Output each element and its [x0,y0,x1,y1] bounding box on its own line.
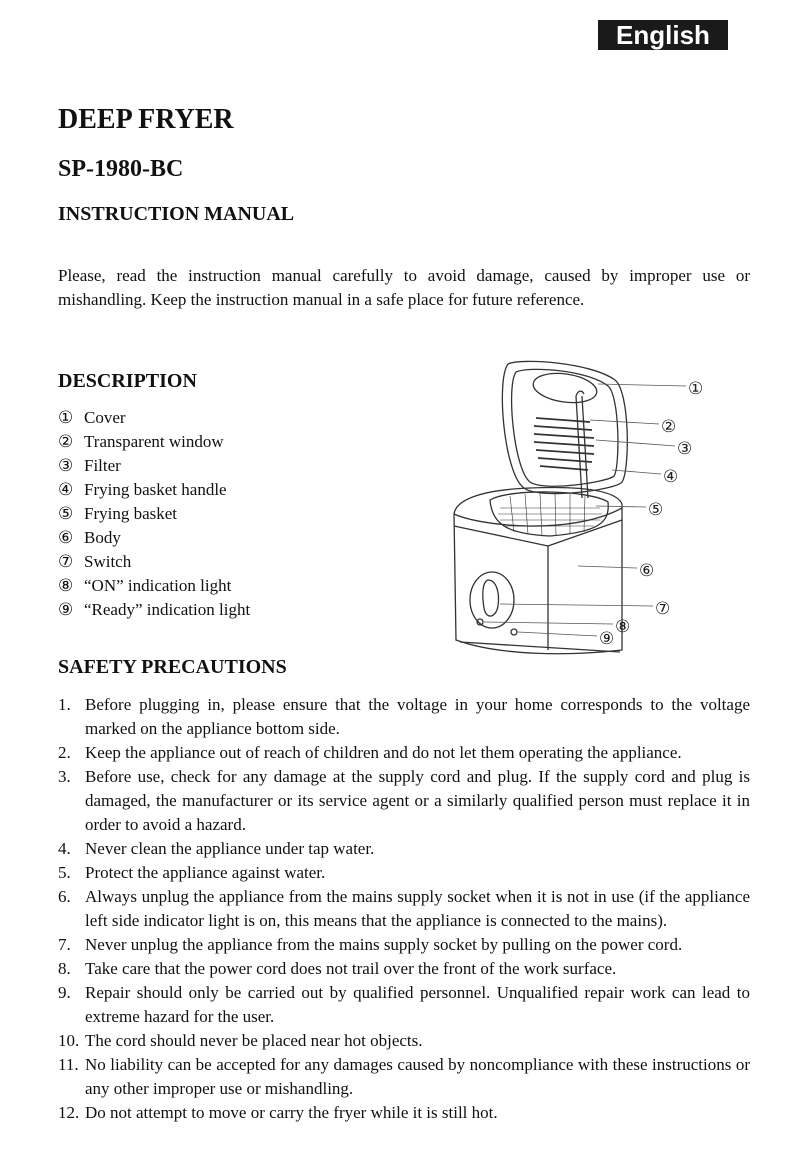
safety-item-text: Never unplug the appliance from the mains supply socket by pulling on the power cord. [85,935,683,954]
safety-item [58,741,750,765]
safety-item-text: Always unplug the appliance from the mains supply socket when it is not in use (if the appliance left side indicator light is on, this means that the appliance is connected to the mains). [85,887,750,930]
safety-item-text: Never clean the appliance under tap water. [85,839,375,858]
safety-item [58,1101,750,1125]
fryer-drawing [454,361,627,653]
body-top-rim [454,508,622,526]
callout-7: ⑦ [655,599,671,619]
intro-paragraph: Please, read the instruction manual carefully to avoid damage, caused by improper use or mishandling. Keep the instruction manual in a safe place for future reference. [58,266,750,309]
part-number: ⑨ [58,600,74,620]
part-item [58,478,250,502]
callout-6: ⑥ [639,561,655,581]
part-item [58,406,250,430]
language-badge: English [598,20,728,50]
part-item [58,550,250,574]
body-rim-edge-right [548,520,622,546]
part-number: ③ [58,456,74,476]
safety-item-text: No liability can be accepted for any damages caused by noncompliance with these instructions or any other improper use or mishandling. [85,1055,750,1098]
safety-item [58,693,750,741]
callout-1: ① [688,379,704,399]
parts-list [58,406,250,622]
safety-item-text: Take care that the power cord does not trail over the front of the work surface. [85,959,617,978]
callout-5: ⑤ [648,500,664,520]
model-number: SP-1980-BC [58,156,184,182]
safety-item-number: 5. [58,863,71,882]
part-number: ⑥ [58,528,74,548]
safety-item-number: 6. [58,887,71,906]
part-item [58,430,250,454]
part-item [58,454,250,478]
safety-item-text: Repair should only be carried out by qualified personnel. Unqualified repair work can lead to extreme hazard for the user. [85,983,750,1026]
safety-item-text: Protect the appliance against water. [85,863,326,882]
body-outline [454,488,622,654]
part-number: ④ [58,480,74,500]
callout-numbers [599,379,703,649]
safety-item-text: Before plugging in, please ensure that the voltage in your home corresponds to the voltage marked on the appliance bottom side. [85,695,750,738]
safety-item [58,1053,750,1101]
part-number: ① [58,408,74,428]
part-label: Filter [84,456,121,475]
safety-item [58,765,750,837]
safety-heading: SAFETY PRECAUTIONS [58,656,287,678]
part-label: Switch [84,552,132,571]
safety-item [58,957,750,981]
safety-list [58,693,750,1125]
part-number: ⑧ [58,576,74,596]
safety-item [58,885,750,933]
callout-8: ⑧ [615,617,631,637]
safety-item [58,837,750,861]
part-label: “ON” indication light [84,576,232,595]
safety-item-text: The cord should never be placed near hot objects. [85,1031,423,1050]
safety-item-number: 3. [58,767,71,786]
safety-item-number: 8. [58,959,71,978]
callout-9: ⑨ [599,629,615,649]
body-rim-edge [454,526,548,546]
ready-light [511,629,517,635]
part-item [58,502,250,526]
safety-item-number: 1. [58,695,71,714]
safety-item-number: 7. [58,935,71,954]
part-number: ② [58,432,74,452]
part-item [58,526,250,550]
safety-item-number: 4. [58,839,71,858]
safety-item [58,933,750,957]
safety-item-number: 12. [58,1103,80,1122]
deep-fryer-diagram [440,350,740,660]
description-heading: DESCRIPTION [58,370,197,392]
safety-item-number: 9. [58,983,71,1002]
safety-item-text: Before use, check for any damage at the supply cord and plug. If the supply cord and plug is damaged, the manufacturer or its service agent or a similarly qualified person must replace it in order to avoid a hazard. [85,767,750,834]
safety-item [58,1029,750,1053]
safety-item-text: Keep the appliance out of reach of children and do not let them operating the appliance. [85,743,682,762]
part-number: ⑦ [58,552,74,572]
safety-item [58,861,750,885]
safety-item-number: 10. [58,1031,80,1050]
transparent-window [531,370,598,407]
part-label: Frying basket [84,504,178,523]
part-item [58,598,250,622]
part-label: Frying basket handle [84,480,227,499]
document-title: DEEP FRYER [58,104,234,135]
part-label: “Ready” indication light [84,600,251,619]
part-item [58,574,250,598]
callout-3: ③ [677,439,693,459]
part-number: ⑤ [58,504,74,524]
manual-subtitle: INSTRUCTION MANUAL [58,203,295,225]
safety-item-number: 11. [58,1055,79,1074]
callout-2: ② [661,417,677,437]
part-label: Cover [84,408,126,427]
safety-item-number: 2. [58,743,71,762]
callout-4: ④ [663,467,679,487]
safety-item-text: Do not attempt to move or carry the fryer while it is still hot. [85,1103,498,1122]
part-label: Body [84,528,121,547]
part-label: Transparent window [84,432,224,451]
switch-knob [483,580,499,616]
safety-item [58,981,750,1029]
